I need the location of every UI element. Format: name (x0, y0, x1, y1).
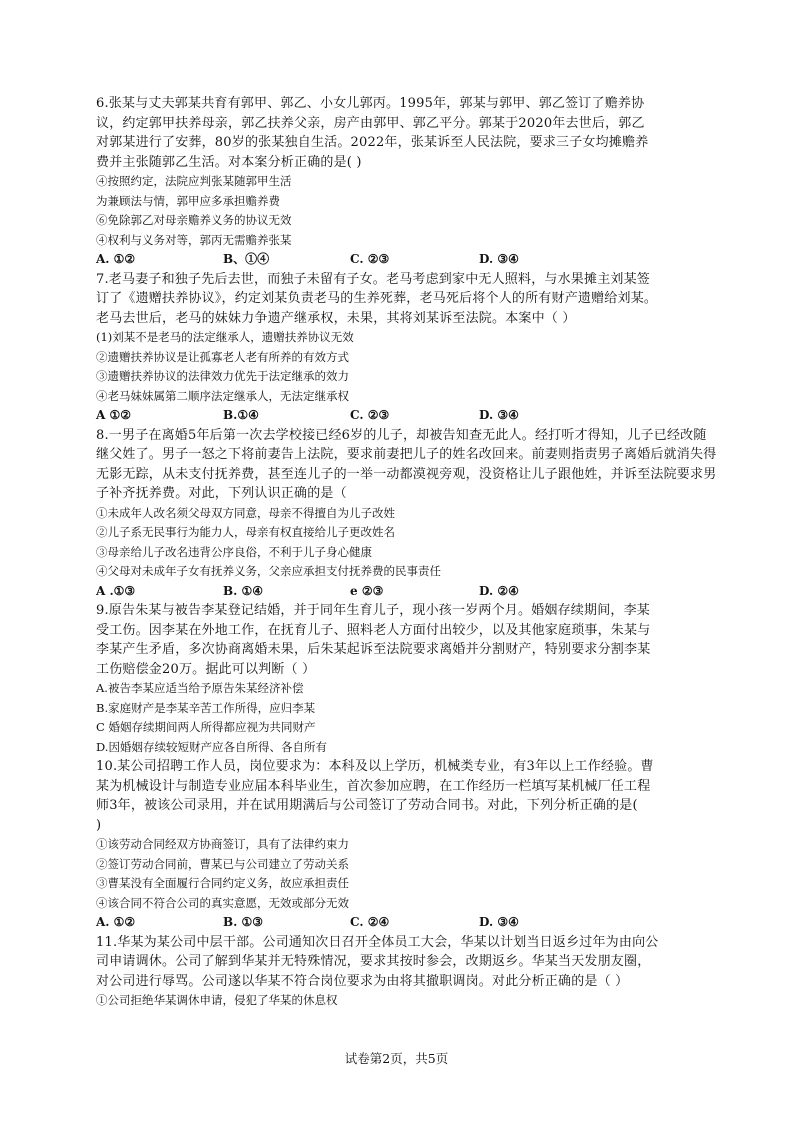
question-stem-line: 李某产生矛盾，多次协商离婚未果，后朱某起诉至法院要求离婚并分割财产，特别要求分割李某 (96, 642, 651, 657)
question-stem-line: 受工伤。因李某在外地工作，在抚育儿子、照料老人方面付出较少，以及其他家庭琐事，朱某与 (96, 622, 651, 638)
question-stem-line: 7.老马妻子和独子先后去世，而独子未留有子女。老马考虑到家中无人照料，与水果摊主刘某签 (96, 271, 651, 287)
question-stem-line: 某为机械设计与制造专业应届本科毕业生，首次参加应聘，在工作经历一栏填写某机械厂任工程 (96, 778, 651, 794)
option-item: ④权利与义务对等，郭丙无需赡养张某 (96, 232, 292, 247)
answer-choice: C. ②③ (350, 408, 390, 422)
question-stem-line: 6.张某与丈夫郭某共育有郭甲、郭乙、小女儿郭丙。1995年，郭某与郭甲、郭乙签订了赡养协 (96, 96, 645, 111)
option-item: C 婚姻存续期间两人所得都应视为共同财产 (96, 720, 316, 734)
question-stem-line: 司申请调休。公司了解到华某并无特殊情况，要求其按时参会，改期返乡。华某当天发朋友圈， (96, 954, 651, 969)
option-item: ④该合同不符合公司的真实意愿，无效或部分无效 (96, 895, 349, 910)
question-stem-line: 对郭某进行了安葬，80岁的张某独自生活。2022年，张某诉至人民法院，要求三子女均摊赡养 (96, 135, 649, 150)
answer-choice: A ①② (96, 408, 132, 422)
question-stem-line: 师3年，被该公司录用，并在试用期满后与公司签订了劳动合同书。对此，下列分析正确的是( (96, 798, 638, 813)
answer-choice: C. ②③ (350, 252, 390, 266)
question-stem-line: 工伤赔偿金20万。据此可以判断（ ） (96, 661, 316, 677)
answer-choices (96, 406, 700, 426)
question-stem-line: 8.一男子在离婚5年后第一次去学校接已经6岁的儿子，却被告知查无此人。经打听才得知，儿子已经改随 (96, 427, 707, 443)
option-item: ③曹某没有全面履行合同约定义务，故应承担责任 (96, 876, 349, 890)
option-item: ①公司拒绝华某调休申请，侵犯了华某的休息权 (96, 993, 338, 1007)
question-block (96, 757, 700, 933)
question-stem-line: 10.某公司招聘工作人员，岗位要求为：本科及以上学历，机械类专业，有3年以上工作经验。曹 (96, 759, 654, 774)
answer-choice: e ②③ (350, 583, 384, 598)
answer-choice: B.①④ (223, 408, 259, 422)
option-item: 为兼顾法与情，郭甲应多承担赡养费 (96, 193, 280, 208)
question-stem-line: 9.原告朱某与被告李某登记结婚，并于同年生育儿子，现小孩一岁两个月。婚姻存续期间，李某 (96, 603, 651, 618)
answer-choices (96, 582, 700, 602)
answer-choice: C. ②④ (350, 915, 390, 929)
option-item: ③遗赠扶养协议的法律效力优先于法定继承的效力 (96, 369, 349, 383)
question-block (96, 601, 700, 757)
option-item: ②儿子系无民事行为能力人，母亲有权直接给儿子更改姓名 (96, 525, 395, 539)
answer-choice: A. ①② (96, 252, 136, 266)
answer-choice: D. ③④ (479, 408, 519, 422)
option-item: ①未成年人改名须父母双方同意，母亲不得擅自为儿子改姓 (96, 505, 395, 520)
answer-choice: B. ①③ (223, 915, 264, 929)
option-item: ④按照约定，法院应判张某随郭甲生活 (96, 174, 292, 188)
option-item: (1)刘某不是老马的法定继承人，遗赠扶养协议无效 (96, 330, 354, 344)
answer-choice: B. ①④ (223, 583, 264, 598)
option-item: ④父母对未成年子女有抚养义务，父亲应承担支付抚养费的民事责任 (96, 564, 441, 578)
answer-choice: D. ②④ (479, 583, 519, 598)
answer-choice: D. ③④ (479, 915, 519, 929)
page-footer: 试卷第2页，共5页 (344, 1051, 449, 1066)
question-stem-line: 继父姓了。男子一怒之下将前妻告上法院，要求前妻把儿子的姓名改回来。前妻则指责男子离婚后就消失得 (96, 447, 717, 462)
answer-choice: D. ③④ (479, 252, 519, 266)
option-item: D.因婚姻存续较短财产应各自所得、各自所有 (96, 739, 327, 754)
answer-choice: B、①④ (223, 252, 270, 266)
question-stem-line: 无影无踪，从未支付抚养费，甚至连儿子的一举一动都漠视旁观，没资格让儿子跟他姓，并诉至法院要求男 (96, 466, 717, 482)
answer-choice: A. ①② (96, 915, 136, 929)
option-item: ③母亲给儿子改名违背公序良俗，不利于儿子身心健康 (96, 544, 372, 559)
option-item: ①该劳动合同经双方协商签订，具有了法律约束力 (96, 837, 349, 851)
question-stem-line: 对公司进行辱骂。公司遂以华某不符合岗位要求为由将其撤职调岗。对此分析正确的是（ ） (96, 973, 629, 989)
answer-choices (96, 250, 700, 270)
option-item: ④老马妹妹属第二顺序法定继承人，无法定继承权 (96, 388, 349, 403)
question-stem-line: 子补齐抚养费。对此，下列认识正确的是（ (96, 486, 347, 501)
option-item: A.被告李某应适当给予原告朱某经济补偿 (96, 681, 304, 695)
option-item: ⑥免除郭乙对母亲赡养义务的协议无效 (96, 213, 292, 227)
question-block (96, 94, 700, 270)
option-item: ②签订劳动合同前，曹某已与公司建立了劳动关系 (96, 856, 349, 871)
question-stem-line: 订了《遗赠扶养协议》，约定刘某负责老马的生养死葬，老马死后将个人的所有财产遗赠给刘某。 (96, 291, 658, 306)
option-item: ②遗赠扶养协议是让孤寡老人老有所养的有效方式 (96, 349, 349, 364)
question-stem-line: 费并主张随郭乙生活。对本案分析正确的是( ) (96, 154, 362, 170)
question-stem-line: 老马去世后，老马的妹妹力争遗产继承权，未果，其将刘某诉至法院。本案中（ ） (96, 310, 576, 326)
answer-choice: A .①③ (96, 583, 136, 598)
question-stem-line: 11.华某为某公司中层干部。公司通知次日召开全体员工大会，华某以计划当日返乡过年为由向公 (96, 934, 659, 950)
question-block (96, 426, 717, 602)
question-block (96, 933, 700, 1011)
question-list (96, 94, 717, 1011)
option-item: B.家庭财产是李某辛苦工作所得，应归李某 (96, 700, 316, 715)
answer-choices (96, 913, 700, 933)
question-block (96, 270, 700, 426)
question-stem-line: 议，约定郭甲扶养母亲，郭乙扶养父亲，房产由郭甲、郭乙平分。郭某于2020年去世后，郭乙 (96, 115, 645, 131)
question-stem-line: ) (96, 817, 102, 833)
